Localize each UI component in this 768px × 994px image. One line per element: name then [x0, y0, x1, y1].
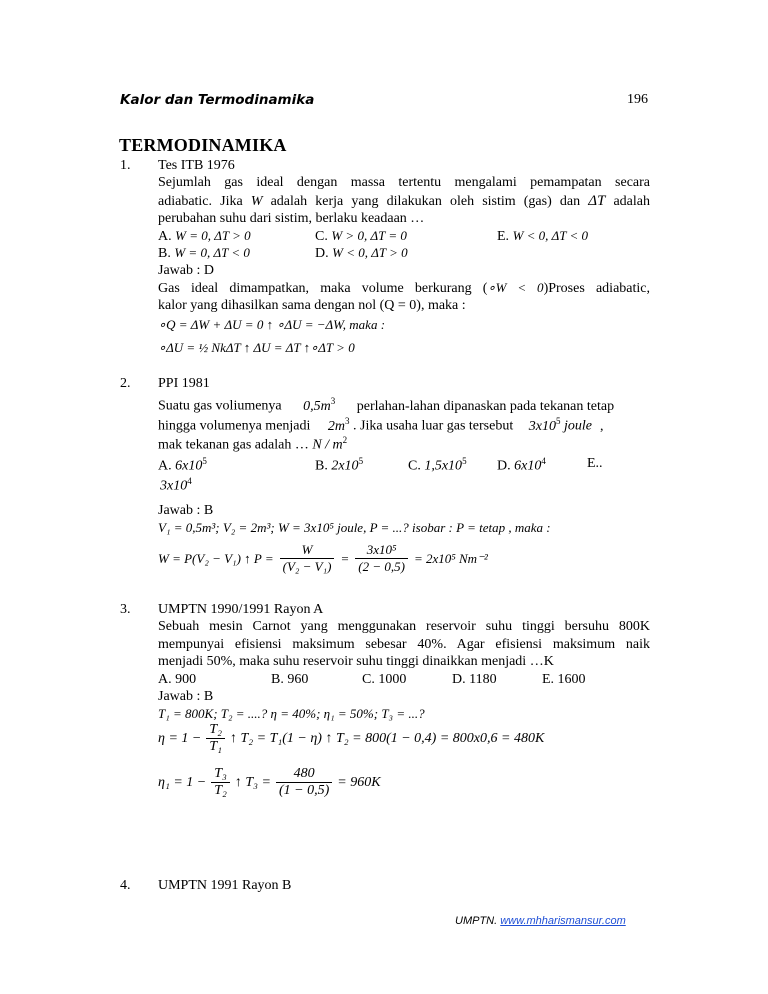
section-title: TERMODINAMIKA [119, 135, 287, 155]
question-text-line: hingga volumenya menjadi $2m^3$ . Jika usaha luar gas tersebut $3x10^5$ joule , [158, 416, 604, 434]
footer [455, 915, 626, 927]
option-d: D. 1180 [452, 672, 497, 687]
question-text-line: menjadi 50%, maka suhu reservoir suhu tinggi dinaikkan menjadi …K [158, 654, 554, 669]
question-text-line: Sejumlah gas ideal dengan massa tertentu mengalami pemampatan secara [158, 175, 650, 190]
given: V₁ = 0,5m³; V₂ = 2m³; W = 3x10⁵ joule, P = ...? isobar : P = tetap , maka : [158, 520, 551, 535]
option-e: E. 1600 [542, 672, 586, 687]
option-e: $3x10^4$ [160, 476, 192, 494]
answer: Jawab : B [158, 689, 214, 704]
header-title: Kalor dan Termodinamika [120, 92, 315, 108]
question-number: 4. [120, 878, 131, 893]
question-text-line: Suatu gas voliumenya $0,5m^3$ perlahan-lahan dipanaskan pada tekanan tetap [158, 396, 615, 414]
question-text-line: perubahan suhu dari sistim, berlaku keadaan … [158, 211, 425, 226]
equation: η = 1 − $\frac{\text{T₂}}{\text{T₁}}$ ↑ T₂ = T₁(1 − η) ↑ T₂ = 800(1 − 0,4) = 800x0,6 = 480K [158, 722, 545, 754]
option-d: D. $6x10^4$ [497, 456, 546, 474]
option-c: C. $1,5x10^5$ [408, 456, 467, 474]
question-text-line: adiabatic. Jika W adalah kerja yang dilakukan oleh sistim (gas) dan ΔT adalah [158, 193, 651, 209]
footer-prefix: UMPTN. [455, 915, 498, 927]
answer: Jawab : D [158, 263, 214, 278]
given: T₁ = 800K; T₂ = ....? η = 40%; η₁ = 50%; T₃ = ...? [158, 706, 425, 721]
option-e-label: E.. [587, 456, 603, 471]
question-source: Tes ITB 1976 [158, 158, 235, 173]
option-b: B. 960 [271, 672, 309, 687]
question-source: PPI 1981 [158, 376, 210, 391]
explanation-line: kalor yang dihasilkan sama dengan nol (Q = 0), maka : [158, 298, 466, 313]
answer: Jawab : B [158, 503, 214, 518]
question-text-line: mempunyai efisiensi maksimum sebesar 40%. Agar efisiensi maksimum naik [158, 637, 650, 652]
equation: ∘ΔU = ½ NkΔT ↑ ΔU = ΔT ↑∘ΔT > 0 [158, 340, 355, 355]
explanation-line: Gas ideal dimampatkan, maka volume berkurang (∘W < 0)Proses adiabatic, [158, 280, 650, 296]
question-number: 2. [120, 376, 131, 391]
page-number: 196 [627, 92, 648, 107]
option-b: B. W = 0, ΔT < 0 [158, 245, 250, 261]
option-a: A. W = 0, ΔT > 0 [158, 228, 251, 244]
option-c: C. W > 0, ΔT = 0 [315, 228, 407, 244]
question-source: UMPTN 1990/1991 Rayon A [158, 602, 324, 617]
question-text-line: Sebuah mesin Carnot yang menggunakan reservoir suhu tinggi bersuhu 800K [158, 619, 650, 634]
option-a: A. 900 [158, 672, 197, 687]
equation: W = P(V₂ − V₁) ↑ P = $\frac{W}{\text{(V₂ − V₁)}}$ = $\frac{\text{3x10⁵}}{(2 - 0,5)}$ = 2x10⁵ Nm⁻² [158, 542, 488, 574]
question-source: UMPTN 1991 Rayon B [158, 878, 292, 893]
option-a: A. $6x10^5$ [158, 456, 207, 474]
equation: η₁ = 1 − $\frac{\text{T₃}}{\text{T₂}}$ ↑ T₃ = $\frac{480}{(1 - 0,5)}$ = 960K [158, 766, 381, 798]
question-text-line: mak tekanan gas adalah … N / $m^2$ [158, 435, 348, 453]
option-d: D. W < 0, ΔT > 0 [315, 245, 408, 261]
option-e: E. W < 0, ΔT < 0 [497, 228, 589, 244]
option-c: C. 1000 [362, 672, 407, 687]
option-b: B. $2x10^5$ [315, 456, 364, 474]
equation: ∘Q = ΔW + ΔU = 0 ↑ ∘ΔU = −ΔW, maka : [158, 317, 386, 332]
question-number: 1. [120, 158, 131, 173]
question-number: 3. [120, 602, 131, 617]
footer-link[interactable]: www.mhharismansur.com [500, 915, 626, 927]
